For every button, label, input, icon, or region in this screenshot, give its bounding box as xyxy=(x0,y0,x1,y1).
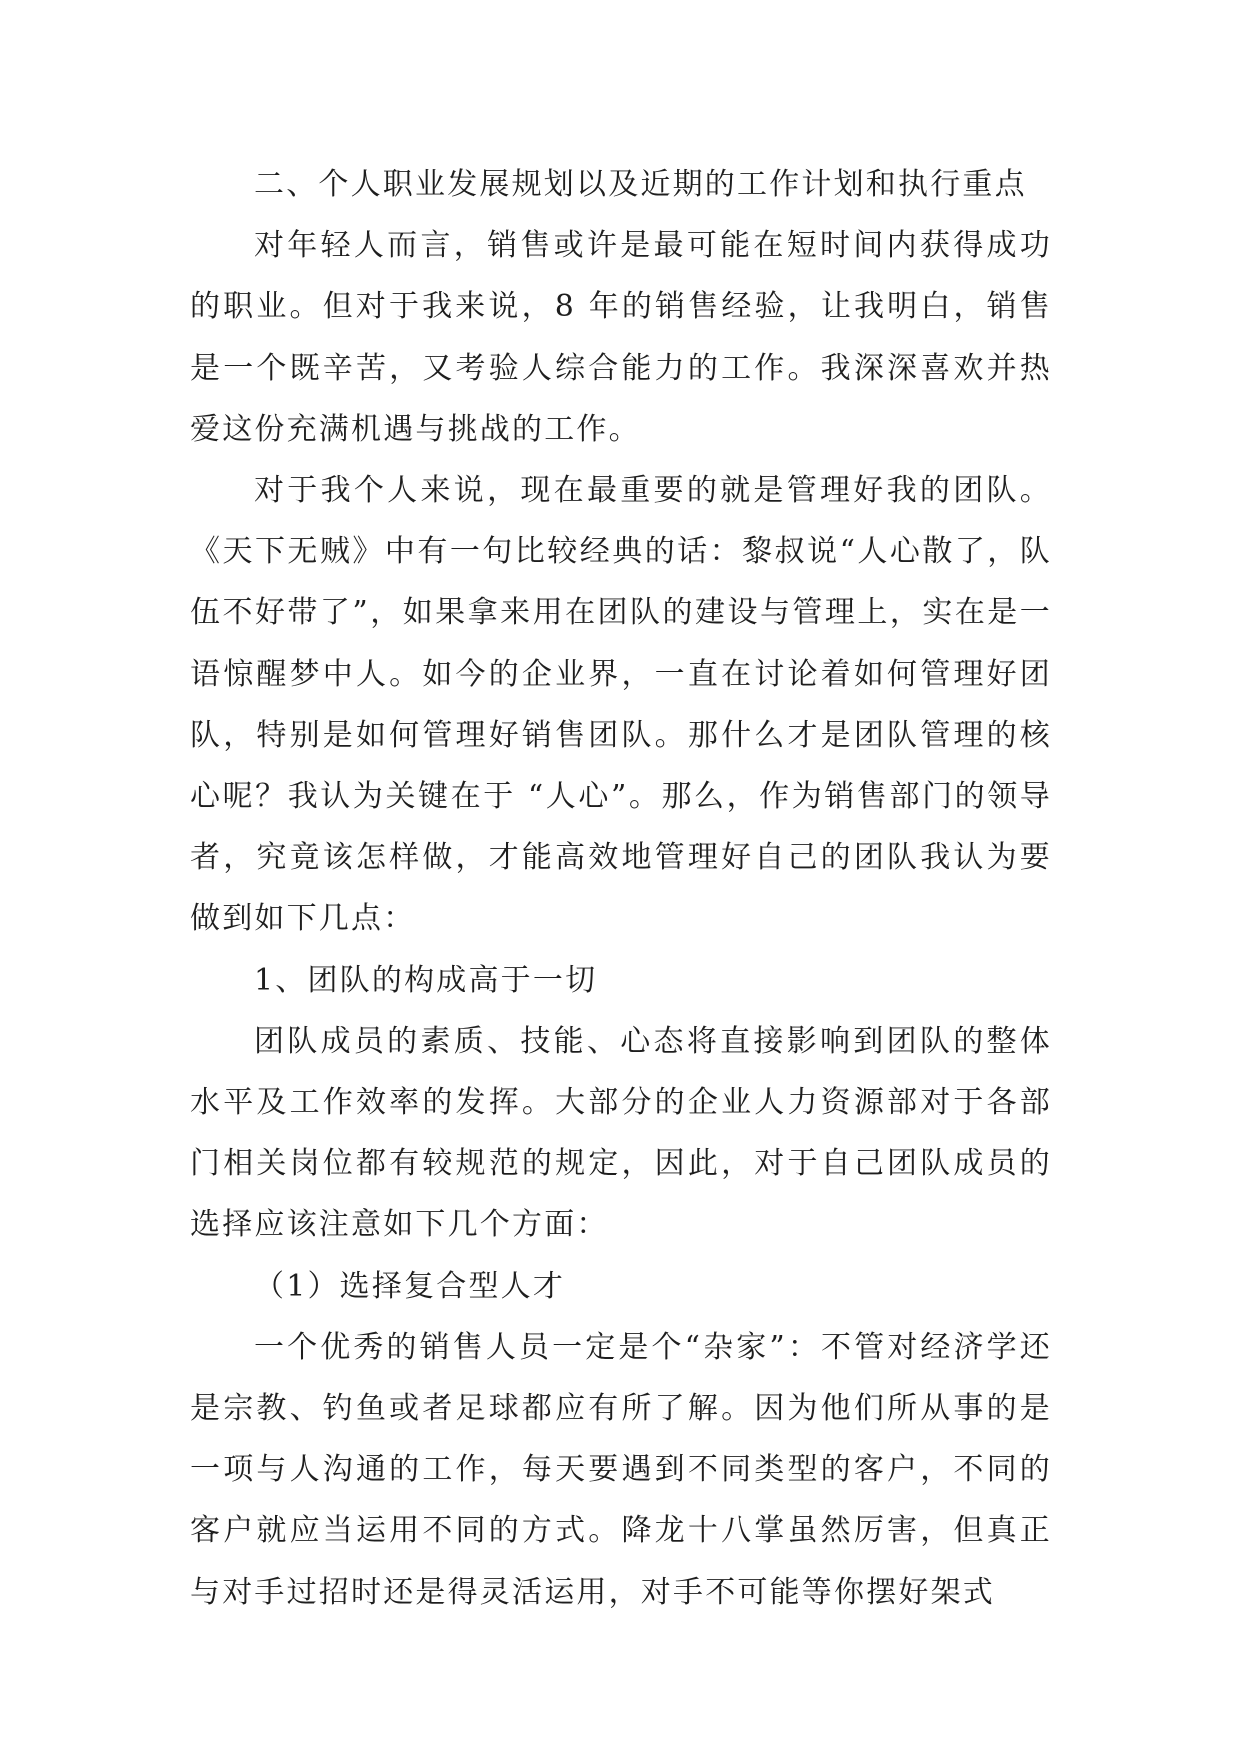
paragraph-sales-career: 对年轻人而言，销售或许是最可能在短时间内获得成功的职业。但对于我来说，8 年的销售经验，让我明白，销售是一个既辛苦，又考验人综合能力的工作。我深深喜欢并热爱这份充满机遇与挑战的工作。 xyxy=(190,228,1052,447)
subheading-team-composition: 1、团队的构成高于一切 xyxy=(254,962,598,998)
subheading-composite-talent: （1）选择复合型人才 xyxy=(254,1268,566,1304)
paragraph-team-management: 对于我个人来说，现在最重要的就是管理好我的团队。《天下无贼》中有一句比较经典的话：黎叔说“人心散了，队伍不好带了”，如果拿来用在团队的建设与管理上，实在是一语惊醒梦中人。如今的企业界，一直在讨论着如何管理好团队，特别是如何管理好销售团队。那什么才是团队管理的核心呢？我认为关键在于 “人心”。那么，作为销售部门的领导者，究竟该怎样做，才能高效地管理好自己的团队我认为要做到如下几点： xyxy=(190,473,1052,937)
document-body xyxy=(190,154,1052,1623)
section-heading-career-plan: 二、个人职业发展规划以及近期的工作计划和执行重点 xyxy=(254,167,1027,202)
paragraph-team-members: 团队成员的素质、技能、心态将直接影响到团队的整体水平及工作效率的发挥。大部分的企业人力资源部对于各部门相关岗位都有较规范的规定，因此，对于自己团队成员的选择应该注意如下几个方面： xyxy=(190,1023,1052,1243)
paragraph-versatile-salesperson: 一个优秀的销售人员一定是个“杂家”：不管对经济学还是宗教、钓鱼或者足球都应有所了解。因为他们所从事的是一项与人沟通的工作，每天要遇到不同类型的客户，不同的客户就应当运用不同的方式。降龙十八掌虽然厉害，但真正与对手过招时还是得灵活运用，对手不可能等你摆好架式 xyxy=(190,1329,1052,1610)
